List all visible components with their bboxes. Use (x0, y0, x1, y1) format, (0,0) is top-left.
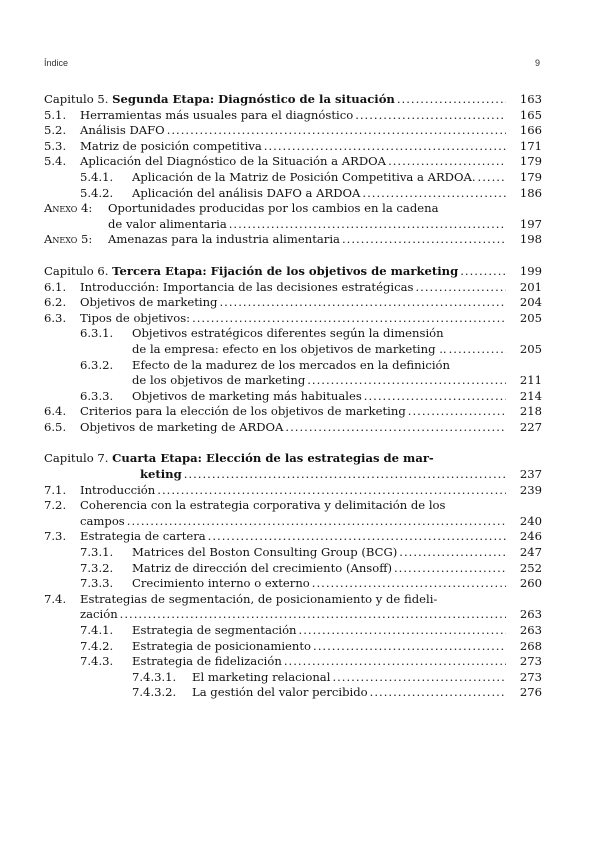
toc-entry-line (44, 232, 542, 248)
entry-title: Estrategia de posicionamiento (132, 638, 312, 653)
toc-entry-line (44, 561, 542, 577)
entry-number: 7.3.1. (80, 545, 114, 560)
entry-page-number: 218 (519, 404, 542, 419)
leader-dots (307, 373, 506, 389)
entry-title: Estrategia de segmentación (132, 623, 297, 637)
toc-entry[interactable] (44, 639, 542, 655)
toc-entry-line (44, 529, 542, 545)
entry-page-number: 239 (519, 482, 542, 497)
entry-page-number: 179 (519, 169, 542, 184)
toc-entry-line (44, 342, 542, 358)
toc-entry-line (44, 108, 542, 124)
leader-dots (157, 483, 506, 499)
leader-dots (299, 623, 506, 639)
entry-number: 7.4. (44, 591, 67, 606)
toc-entry-line (44, 186, 542, 202)
chapter-title: Tercera Etapa: Fijación de los objetivos de marketing (112, 263, 459, 278)
toc-entry-line (44, 576, 542, 592)
toc-entry[interactable] (44, 295, 542, 311)
entry-number: 7.3.2. (80, 560, 114, 575)
entry-title: Coherencia con la estrategia corporativa y delimitación de los (80, 498, 446, 513)
toc-entry-line (44, 654, 542, 670)
chapter-page-number: 237 (519, 467, 542, 482)
entry-page-number: 263 (519, 607, 542, 622)
toc-entry[interactable] (44, 654, 542, 670)
entry-title-continued: de valor alimentaria (108, 216, 227, 231)
chapter-title-continued: keting (140, 467, 182, 482)
entry-title: Oportunidades producidas por los cambios en la cadena (108, 201, 439, 216)
entry-page-number: 273 (519, 654, 542, 669)
toc-entry-line (44, 607, 542, 623)
toc-chapter-line (44, 264, 542, 280)
entry-title: Aplicación de la Matriz de Posición Competitiva a ARDOA. (132, 169, 476, 184)
entry-page-number: 205 (519, 310, 542, 325)
entry-number: 7.1. (44, 482, 67, 497)
page-number: 9 (534, 58, 540, 68)
toc-entry-line (44, 420, 542, 436)
toc-chapter-line (44, 92, 542, 108)
entry-number: Anexo 5: (44, 232, 93, 247)
entry-page-number: 252 (519, 560, 542, 575)
entry-title: Introducción: Importancia de las decisiones estratégicas (80, 279, 414, 294)
chapter-label: Capitulo 6. (44, 263, 113, 278)
toc-entry[interactable] (44, 623, 542, 639)
entry-page-number: 165 (519, 107, 542, 122)
entry-number: 6.5. (44, 419, 67, 434)
entry-page-number: 211 (519, 373, 542, 388)
entry-page-number: 260 (519, 576, 542, 591)
toc-entry[interactable] (44, 232, 542, 248)
toc-entry-line (44, 280, 542, 296)
table-of-contents (44, 92, 542, 701)
leader-dots (312, 576, 506, 592)
leader-dots (364, 389, 506, 405)
toc-entry-line (44, 123, 542, 139)
entry-title-continued: de los objetivos de marketing (132, 373, 306, 388)
running-header-section: Índice (44, 58, 69, 68)
toc-entry[interactable] (44, 186, 542, 202)
toc-chapter-line (44, 467, 542, 483)
toc-entry-line (44, 326, 542, 342)
entry-page-number: 201 (519, 279, 542, 294)
entry-page-number: 179 (519, 154, 542, 169)
entry-page-number: 214 (519, 388, 542, 403)
leader-dots (460, 264, 506, 280)
entry-page-number: 166 (519, 123, 542, 138)
entry-title: Aplicación del Diagnóstico de la Situación a ARDOA (80, 154, 387, 169)
toc-entry[interactable] (44, 123, 542, 139)
chapter-page-number: 163 (519, 92, 542, 106)
leader-dots (313, 639, 506, 655)
toc-entry[interactable] (44, 170, 542, 186)
toc-entry-line (44, 639, 542, 655)
entry-number: 7.3. (44, 529, 67, 544)
entry-page-number: 197 (519, 216, 542, 231)
toc-chapter-entry[interactable] (44, 264, 542, 280)
entry-page-number: 263 (519, 623, 542, 637)
toc-entry[interactable] (44, 311, 542, 327)
leader-dots (285, 420, 506, 436)
leader-dots (370, 685, 506, 701)
entry-title: La gestión del valor percibido (192, 685, 368, 700)
leader-dots (127, 514, 506, 530)
entry-title: Objetivos de marketing (80, 295, 218, 310)
leader-dots (167, 123, 506, 139)
entry-title: Análisis DAFO (80, 123, 165, 138)
toc-entry[interactable] (44, 498, 542, 529)
entry-title: Aplicación del análisis DAFO a ARDOA (132, 185, 361, 200)
entry-title: Estrategias de segmentación, de posicionamiento y de fideli- (80, 591, 438, 606)
entry-number: 7.4.2. (80, 638, 114, 653)
leader-dots (264, 139, 506, 155)
toc-chapter-entry[interactable] (44, 451, 542, 482)
toc-entry-line (44, 483, 542, 499)
entry-number: 7.4.1. (80, 623, 114, 637)
entry-title: Estrategia de cartera (80, 529, 206, 544)
leader-dots (229, 217, 506, 233)
toc-entry[interactable] (44, 420, 542, 436)
toc-entry-line (44, 170, 542, 186)
leader-dots (342, 232, 506, 248)
entry-title: Objetivos de marketing más habituales (132, 388, 362, 403)
entry-title: Criterios para la elección de los objetivos de marketing (80, 404, 406, 419)
leader-dots (184, 467, 506, 483)
entry-title: Introducción (80, 482, 156, 497)
entry-page-number: 204 (519, 295, 542, 310)
leader-dots (208, 529, 506, 545)
toc-entry-line (44, 498, 542, 514)
chapter-page-number: 199 (519, 263, 542, 278)
leader-dots (120, 607, 506, 623)
chapter-spacer (44, 435, 542, 451)
toc-entry[interactable] (44, 139, 542, 155)
entry-number: 5.4. (44, 154, 67, 169)
entry-number: 5.2. (44, 123, 67, 138)
entry-title-continued: zación (80, 607, 118, 622)
toc-entry-line (44, 358, 542, 374)
entry-number: 5.3. (44, 138, 67, 153)
leader-dots (415, 280, 506, 296)
toc-entry-line (44, 139, 542, 155)
toc-entry[interactable] (44, 529, 542, 545)
leader-dots (219, 295, 506, 311)
toc-entry-line (44, 514, 542, 530)
entry-page-number: 268 (519, 638, 542, 653)
toc-entry-line (44, 389, 542, 405)
toc-entry[interactable] (44, 545, 542, 561)
entry-number: 5.4.2. (80, 185, 114, 200)
entry-title: Objetivos estratégicos diferentes según la dimensión (132, 326, 444, 341)
entry-number: 6.1. (44, 279, 67, 294)
leader-dots (478, 170, 506, 186)
toc-entry-line (44, 154, 542, 170)
toc-entry-line (44, 670, 542, 686)
entry-title: Matriz de posición competitiva (80, 138, 262, 153)
leader-dots (332, 670, 506, 686)
toc-entry[interactable] (44, 389, 542, 405)
toc-entry[interactable] (44, 201, 542, 232)
chapter-spacer (44, 248, 542, 264)
entry-page-number: 198 (519, 232, 542, 247)
toc-entry[interactable] (44, 670, 542, 686)
entry-page-number: 273 (519, 669, 542, 684)
entry-number: 7.4.3.2. (132, 685, 177, 700)
entry-number: 6.3.1. (80, 326, 114, 341)
toc-entry-line (44, 623, 542, 639)
toc-entry[interactable] (44, 154, 542, 170)
entry-title: Objetivos de marketing de ARDOA (80, 419, 284, 434)
entry-number: 5.4.1. (80, 169, 114, 184)
entry-page-number: 205 (519, 341, 542, 356)
entry-page-number: 246 (519, 529, 542, 544)
toc-entry[interactable] (44, 326, 542, 357)
entry-number: 6.4. (44, 404, 67, 419)
leader-dots (192, 311, 506, 327)
entry-number: 7.4.3. (80, 654, 114, 669)
entry-page-number: 247 (519, 545, 542, 560)
leader-dots (397, 92, 506, 108)
entry-page-number: 276 (519, 685, 542, 700)
entry-title: Efecto de la madurez de los mercados en la definición (132, 357, 450, 372)
toc-chapter-line (44, 451, 542, 467)
toc-entry[interactable] (44, 685, 542, 701)
entry-title-continued: de la empresa: efecto en los objetivos de marketing .. (132, 341, 447, 356)
entry-title: Amenazas para la industria alimentaria (108, 232, 340, 247)
chapter-label: Capitulo 7. (44, 451, 113, 466)
toc-entry-line (44, 404, 542, 420)
leader-dots (388, 154, 506, 170)
entry-page-number: 227 (519, 419, 542, 434)
chapter-title: Cuarta Etapa: Elección de las estrategias de mar- (112, 451, 434, 466)
toc-entry[interactable] (44, 108, 542, 124)
toc-entry[interactable] (44, 483, 542, 499)
leader-dots (399, 545, 506, 561)
toc-entry-line (44, 295, 542, 311)
leader-dots (394, 561, 506, 577)
toc-entry[interactable] (44, 358, 542, 389)
chapter-label: Capitulo 5. (44, 92, 113, 106)
entry-page-number: 240 (519, 513, 542, 528)
leader-dots (449, 342, 506, 358)
entry-number: 7.4.3.1. (132, 669, 177, 684)
toc-entry-line (44, 545, 542, 561)
toc-entry[interactable] (44, 592, 542, 623)
entry-title: Crecimiento interno o externo (132, 576, 310, 591)
entry-title: Estrategia de fidelización (132, 654, 282, 669)
toc-entry-line (44, 311, 542, 327)
toc-entry-line (44, 592, 542, 608)
toc-entry-line (44, 373, 542, 389)
entry-number: 5.1. (44, 107, 67, 122)
entry-title-continued: campos (80, 513, 125, 528)
entry-page-number: 186 (519, 185, 542, 200)
toc-entry[interactable] (44, 280, 542, 296)
entry-number: Anexo 4: (44, 201, 93, 216)
chapter-title: Segunda Etapa: Diagnóstico de la situación (112, 92, 395, 106)
entry-title: Matrices del Boston Consulting Group (BCG) (132, 545, 398, 560)
entry-title: Herramientas más usuales para el diagnóstico (80, 107, 354, 122)
entry-number: 6.3.3. (80, 388, 114, 403)
running-header (44, 58, 540, 68)
entry-title: El marketing relacional (192, 669, 331, 684)
toc-entry[interactable] (44, 576, 542, 592)
entry-number: 6.3. (44, 310, 67, 325)
entry-title: Tipos de objetivos: (80, 310, 191, 325)
entry-number: 7.2. (44, 498, 67, 513)
entry-number: 6.2. (44, 295, 67, 310)
toc-entry-line (44, 685, 542, 701)
leader-dots (284, 654, 506, 670)
entry-number: 7.3.3. (80, 576, 114, 591)
toc-entry-line (44, 217, 542, 233)
toc-entry[interactable] (44, 561, 542, 577)
toc-chapter-entry[interactable] (44, 92, 542, 108)
leader-dots (408, 404, 506, 420)
toc-entry-line (44, 201, 542, 217)
toc-entry[interactable] (44, 404, 542, 420)
leader-dots (362, 186, 506, 202)
entry-title: Matriz de dirección del crecimiento (Ansoff) (132, 560, 392, 575)
entry-number: 6.3.2. (80, 357, 114, 372)
entry-page-number: 171 (519, 138, 542, 153)
leader-dots (355, 108, 506, 124)
